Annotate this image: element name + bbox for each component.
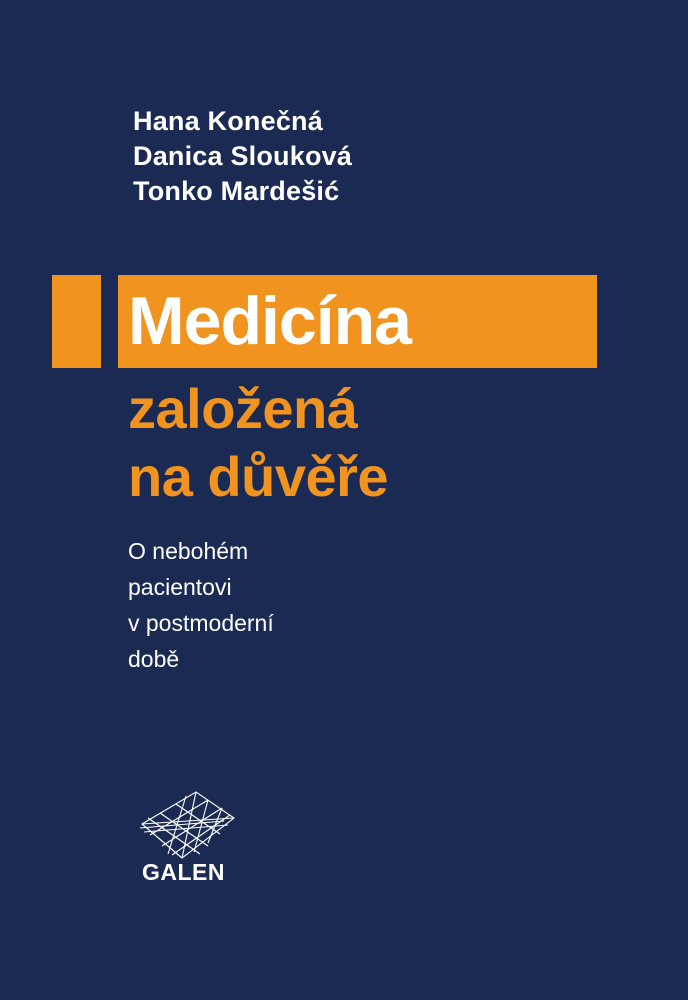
subtitle-line: O nebohém (128, 538, 249, 564)
galen-wordmark: GALEN (142, 859, 225, 885)
book-title-main: Medicína (128, 283, 411, 359)
band-notch (101, 275, 118, 368)
author-list (133, 104, 593, 209)
galen-logo (138, 788, 248, 888)
title-block (0, 275, 688, 508)
book-subtitle (128, 533, 458, 677)
subtitle-line: v postmoderní (128, 610, 274, 636)
subtitle-line: době (128, 646, 180, 672)
subtitle-line: pacientovi (128, 574, 232, 600)
book-title-line2: založená (128, 377, 358, 440)
author-name: Danica Slouková (133, 141, 353, 171)
author-name: Hana Konečná (133, 106, 323, 136)
author-name: Tonko Mardešić (133, 176, 340, 206)
book-title-line3: na důvěře (128, 445, 389, 508)
